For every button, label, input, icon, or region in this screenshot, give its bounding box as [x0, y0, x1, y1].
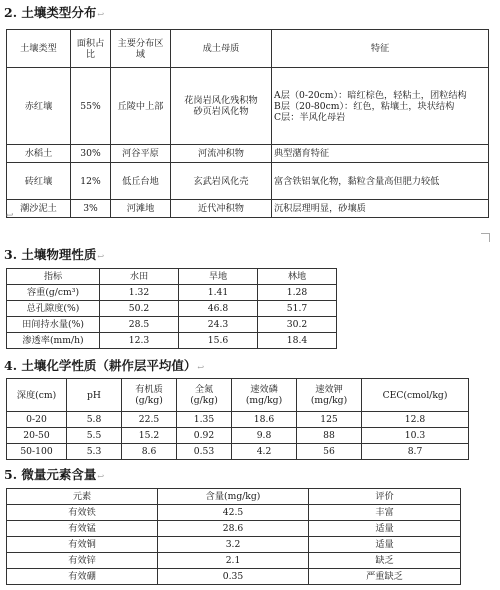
table-cell: 赤红壤: [7, 68, 71, 145]
trace-elements-table: [6, 488, 461, 585]
soil-type-table: [6, 29, 489, 218]
table-cell: 丘陵中上部: [111, 68, 171, 145]
table-cell: 富含铁铝氧化物，黏粒含量高但肥力较低: [272, 163, 489, 200]
table-cell: 50.2: [100, 301, 179, 317]
table-cell: 河谷平原: [111, 145, 171, 163]
table-cell: 0.92: [177, 428, 232, 444]
table-row: [7, 200, 489, 218]
table-cell: 28.6: [158, 521, 309, 537]
table-cell: 3%: [71, 200, 111, 218]
header-cell: 土壤类型: [7, 30, 71, 68]
page-corner-mark: [481, 233, 490, 242]
table-cell: 容重(g/cm³): [7, 285, 100, 301]
header-cell: 主要分布区域: [111, 30, 171, 68]
table-cell: 典型潴育特征: [272, 145, 489, 163]
section-2-title: 2. 土壤类型分布↩: [4, 5, 105, 20]
table-cell: 4.2: [232, 444, 297, 460]
paragraph-mark: ↩: [97, 10, 105, 19]
table-header-row: [7, 489, 461, 505]
header-cell: 面积占比: [71, 30, 111, 68]
table-cell: 玄武岩风化壳: [171, 163, 272, 200]
table-cell: 51.7: [258, 301, 337, 317]
table-cell: 88: [297, 428, 362, 444]
header-cell: 含量(mg/kg): [158, 489, 309, 505]
table-cell: 22.5: [122, 412, 177, 428]
table-cell: A层（0-20cm）：暗红棕色，轻粘土，团粒结构 B层（20-80cm）：红色，粘壤土，块状结构 C层：半风化母岩: [272, 68, 489, 145]
table-row: [7, 333, 337, 349]
table-row: [7, 537, 461, 553]
table-cell: 有效硼: [7, 569, 158, 585]
table-cell: 10.3: [362, 428, 469, 444]
table-cell: 18.6: [232, 412, 297, 428]
table-cell: 适量: [309, 537, 461, 553]
section-4-title: 4. 土壤化学性质（耕作层平均值）↩: [4, 358, 205, 373]
table-cell: 缺乏: [309, 553, 461, 569]
table-cell: 河流冲积物: [171, 145, 272, 163]
table-cell: 3.2: [158, 537, 309, 553]
table-row: [7, 68, 489, 145]
section-5-title: 5. 微量元素含量↩: [4, 467, 105, 482]
table-cell: 28.5: [100, 317, 179, 333]
table-cell: 近代冲积物: [171, 200, 272, 218]
table-cell: 5.8: [67, 412, 122, 428]
table-row: [7, 521, 461, 537]
table-cell: 总孔隙度(%): [7, 301, 100, 317]
header-cell: 元素: [7, 489, 158, 505]
table-cell: 1.28: [258, 285, 337, 301]
table-row: [7, 301, 337, 317]
table-row: [7, 553, 461, 569]
table-cell: 0.35: [158, 569, 309, 585]
header-cell: 特征: [272, 30, 489, 68]
table-cell: 有效铜: [7, 537, 158, 553]
table-cell: 2.1: [158, 553, 309, 569]
table-cell: 8.6: [122, 444, 177, 460]
table-cell: 田间持水量(%): [7, 317, 100, 333]
header-cell: 成土母质: [171, 30, 272, 68]
table-row: [7, 428, 469, 444]
table-cell: 18.4: [258, 333, 337, 349]
table-cell: 1.32: [100, 285, 179, 301]
table-cell: 砖红壤: [7, 163, 71, 200]
table-cell: 1.41: [179, 285, 258, 301]
table-cell: 适量: [309, 521, 461, 537]
table-row: [7, 285, 337, 301]
header-cell: 有机质 (g/kg): [122, 379, 177, 412]
section-3-title: 3. 土壤物理性质↩: [4, 247, 105, 262]
table-row: [7, 569, 461, 585]
table-cell: 严重缺乏: [309, 569, 461, 585]
table-cell: 55%: [71, 68, 111, 145]
header-cell: pH: [67, 379, 122, 412]
table-cell: 0.53: [177, 444, 232, 460]
table-cell: 低丘台地: [111, 163, 171, 200]
table-row: [7, 505, 461, 521]
chemical-properties-table: [6, 378, 469, 460]
header-cell: 旱地: [179, 269, 258, 285]
table-cell: 9.8: [232, 428, 297, 444]
table-cell: 15.6: [179, 333, 258, 349]
table-cell: 50-100: [7, 444, 67, 460]
table-cell: 15.2: [122, 428, 177, 444]
table-cell: 20-50: [7, 428, 67, 444]
paragraph-mark: ↩: [97, 472, 105, 481]
table-cell: 12.3: [100, 333, 179, 349]
table-cell: 30%: [71, 145, 111, 163]
table-header-row: [7, 379, 469, 412]
table-row: [7, 412, 469, 428]
table-cell: 花岗岩风化残积物 砂页岩风化物: [171, 68, 272, 145]
header-cell: 深度(cm): [7, 379, 67, 412]
table-cell: 河滩地: [111, 200, 171, 218]
header-cell: 评价: [309, 489, 461, 505]
table-cell: 水稻土: [7, 145, 71, 163]
table-row: [7, 317, 337, 333]
header-cell: 水田: [100, 269, 179, 285]
table-cell: 12%: [71, 163, 111, 200]
table-cell: 0-20: [7, 412, 67, 428]
table-cell: 潮沙泥土: [7, 200, 71, 218]
table-cell: 30.2: [258, 317, 337, 333]
header-cell: 速效钾 (mg/kg): [297, 379, 362, 412]
header-cell: 林地: [258, 269, 337, 285]
table-cell: 有效锰: [7, 521, 158, 537]
table-cell: 42.5: [158, 505, 309, 521]
table-row: [7, 145, 489, 163]
table-cell: 1.35: [177, 412, 232, 428]
table-cell: 5.3: [67, 444, 122, 460]
header-cell: CEC(cmol/kg): [362, 379, 469, 412]
table-cell: 5.5: [67, 428, 122, 444]
table-row: [7, 163, 489, 200]
table-cell: 56: [297, 444, 362, 460]
table-cell: 12.8: [362, 412, 469, 428]
table-cell: 8.7: [362, 444, 469, 460]
table-cell: 沉积层理明显，砂壤质: [272, 200, 489, 218]
physical-properties-table: [6, 268, 337, 349]
table-cell: 46.8: [179, 301, 258, 317]
table-cell: 125: [297, 412, 362, 428]
table-cell: 丰富: [309, 505, 461, 521]
header-cell: 指标: [7, 269, 100, 285]
table-cell: 渗透率(mm/h): [7, 333, 100, 349]
paragraph-mark: ↩: [6, 211, 14, 221]
table-cell: 24.3: [179, 317, 258, 333]
paragraph-mark: ↩: [197, 363, 205, 372]
table-header-row: [7, 269, 337, 285]
table-cell: 有效铁: [7, 505, 158, 521]
table-row: [7, 444, 469, 460]
table-header-row: [7, 30, 489, 68]
table-cell: 有效锌: [7, 553, 158, 569]
header-cell: 全氮 (g/kg): [177, 379, 232, 412]
header-cell: 速效磷 (mg/kg): [232, 379, 297, 412]
paragraph-mark: ↩: [97, 252, 105, 261]
